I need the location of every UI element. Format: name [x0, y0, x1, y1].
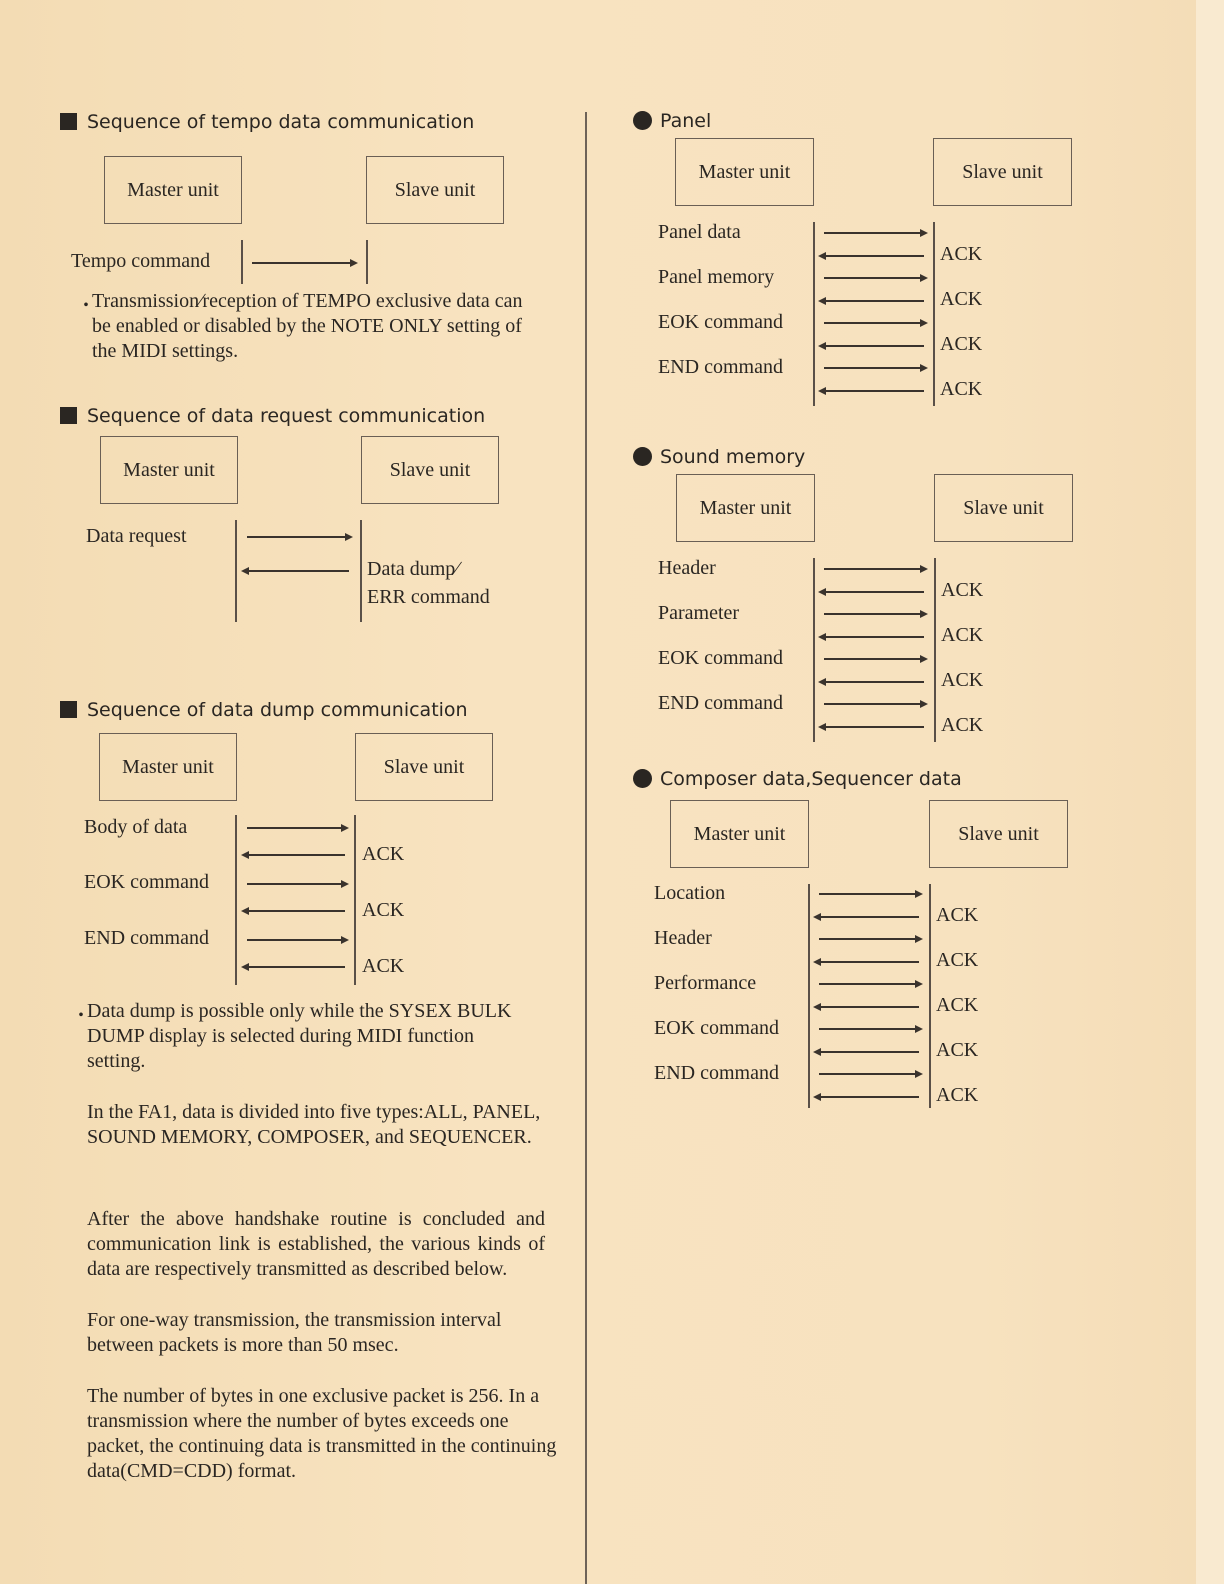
- right-arrow-icon: [824, 367, 926, 369]
- right-arrow-icon: [824, 613, 926, 615]
- end-command-label: END command: [658, 692, 783, 714]
- request-master-box: Master unit: [100, 436, 238, 504]
- ack-label: ACK: [362, 899, 405, 921]
- eok-command-label: EOK command: [654, 1017, 779, 1039]
- end-command-label: END command: [84, 927, 209, 949]
- tempo-slave-box: Slave unit: [366, 156, 504, 224]
- composer-master-line: [808, 884, 810, 1108]
- right-arrow-icon: [824, 568, 926, 570]
- panel-memory-label: Panel memory: [658, 266, 775, 288]
- eok-command-label: EOK command: [658, 311, 783, 333]
- ack-label: ACK: [936, 994, 979, 1016]
- ack-label: ACK: [941, 669, 984, 691]
- data-request-label: Data request: [86, 525, 187, 547]
- request-master-line: [235, 520, 237, 622]
- left-arrow-icon: [243, 966, 345, 968]
- left-arrow-icon: [815, 1006, 919, 1008]
- left-arrow-icon: [243, 910, 345, 912]
- left-arrow-icon: [815, 961, 919, 963]
- left-arrow-icon: [815, 1096, 919, 1098]
- end-command-label: END command: [654, 1062, 779, 1084]
- eok-command-label: EOK command: [658, 647, 783, 669]
- header-label: Header: [658, 557, 716, 579]
- left-arrow-icon: [820, 636, 924, 638]
- ack-label: ACK: [940, 378, 983, 400]
- ack-label: ACK: [941, 579, 984, 601]
- left-arrow-icon: [815, 916, 919, 918]
- request-slave-line: [360, 520, 362, 622]
- left-arrow-icon: [243, 570, 349, 572]
- left-arrow-icon: [820, 255, 924, 257]
- sound-slave-line: [934, 558, 936, 742]
- composer-slave-box: Slave unit: [929, 800, 1068, 868]
- tempo-master-box: Master unit: [104, 156, 242, 224]
- dump-master-box: Master unit: [99, 733, 237, 801]
- request-slave-box: Slave unit: [361, 436, 499, 504]
- interval-paragraph: For one-way transmission, the transmission interval between packets is more than 50 msec.: [87, 1309, 502, 1356]
- panel-heading: Panel: [633, 110, 711, 132]
- tempo-master-line: [241, 240, 243, 284]
- composer-slave-line: [929, 884, 931, 1108]
- tempo-note: Transmission∕reception of TEMPO exclusive data can be enabled or disabled by the NOTE ONLY setting of the MIDI settings.: [92, 290, 523, 362]
- right-arrow-icon: [819, 1028, 921, 1030]
- types-paragraph: In the FA1, data is divided into five types:ALL, PANEL, SOUND MEMORY, COMPOSER, and SEQUENCER.: [87, 1101, 541, 1148]
- ack-label: ACK: [936, 1084, 979, 1106]
- tempo-command-label: Tempo command: [71, 250, 211, 272]
- request-heading: Sequence of data request communication: [60, 405, 485, 427]
- sound-slave-box: Slave unit: [934, 474, 1073, 542]
- right-arrow-icon: [824, 322, 926, 324]
- right-arrow-icon: [819, 983, 921, 985]
- circle-bullet-icon: [633, 447, 652, 466]
- ack-label: ACK: [936, 1039, 979, 1061]
- left-arrow-icon: [815, 1051, 919, 1053]
- err-command-label: ERR command: [367, 586, 490, 608]
- tempo-slave-line: [366, 240, 368, 284]
- dump-heading: Sequence of data dump communication: [60, 699, 468, 721]
- left-arrow-icon: [820, 681, 924, 683]
- handshake-paragraph: After the above handshake routine is concluded and communication link is established, the various kinds of data are respectively transmitted as described below.: [87, 1208, 545, 1280]
- panel-slave-box: Slave unit: [933, 138, 1072, 206]
- left-arrow-icon: [820, 726, 924, 728]
- left-arrow-icon: [820, 300, 924, 302]
- sound-master-line: [813, 558, 815, 742]
- right-arrow-icon: [824, 703, 926, 705]
- ack-label: ACK: [941, 714, 984, 736]
- eok-command-label: EOK command: [84, 871, 209, 893]
- right-arrow-icon: [819, 893, 921, 895]
- location-label: Location: [654, 882, 726, 904]
- left-arrow-icon: [243, 854, 345, 856]
- right-arrow-icon: [824, 232, 926, 234]
- body-of-data-label: Body of data: [84, 816, 188, 838]
- ack-label: ACK: [362, 843, 405, 865]
- packet-paragraph: The number of bytes in one exclusive packet is 256. In a transmission where the number of bytes exceeds one packet, the continuing data is transmitted in the continuing data(CMD=CDD) format.: [87, 1385, 557, 1482]
- circle-bullet-icon: [633, 769, 652, 788]
- ack-label: ACK: [940, 288, 983, 310]
- panel-master-box: Master unit: [675, 138, 814, 206]
- ack-label: ACK: [936, 904, 979, 926]
- square-bullet-icon: [60, 407, 77, 424]
- panel-master-line: [813, 222, 815, 406]
- right-arrow-icon: [819, 938, 921, 940]
- ack-label: ACK: [940, 333, 983, 355]
- sound-master-box: Master unit: [676, 474, 815, 542]
- ack-label: ACK: [362, 955, 405, 977]
- dump-slave-line: [354, 815, 356, 985]
- left-arrow-icon: [820, 345, 924, 347]
- ack-label: ACK: [940, 243, 983, 265]
- header-label: Header: [654, 927, 712, 949]
- right-arrow-icon: [247, 939, 347, 941]
- column-divider: [585, 112, 587, 1584]
- right-arrow-icon: [247, 827, 347, 829]
- ack-label: ACK: [936, 949, 979, 971]
- right-arrow-icon: [824, 658, 926, 660]
- data-dump-label: Data dump∕: [367, 558, 459, 580]
- dump-note: Data dump is possible only while the SYSEX BULK DUMP display is selected during MIDI function setting.: [87, 1000, 512, 1072]
- right-arrow-icon: [819, 1073, 921, 1075]
- bullet: ・: [76, 295, 96, 317]
- parameter-label: Parameter: [658, 602, 740, 624]
- square-bullet-icon: [60, 113, 77, 130]
- ack-label: ACK: [941, 624, 984, 646]
- left-arrow-icon: [820, 390, 924, 392]
- composer-master-box: Master unit: [670, 800, 809, 868]
- dump-slave-box: Slave unit: [355, 733, 493, 801]
- right-arrow-icon: [247, 883, 347, 885]
- right-arrow-icon: [247, 536, 351, 538]
- right-arrow-icon: [252, 262, 356, 264]
- left-arrow-icon: [820, 591, 924, 593]
- sound-heading: Sound memory: [633, 446, 805, 468]
- dump-master-line: [235, 815, 237, 985]
- bullet: ・: [71, 1005, 91, 1027]
- performance-label: Performance: [654, 972, 757, 994]
- tempo-heading: Sequence of tempo data communication: [60, 111, 474, 133]
- panel-slave-line: [933, 222, 935, 406]
- panel-data-label: Panel data: [658, 221, 741, 243]
- square-bullet-icon: [60, 701, 77, 718]
- circle-bullet-icon: [633, 111, 652, 130]
- page-edge: [1196, 0, 1224, 1584]
- end-command-label: END command: [658, 356, 783, 378]
- composer-heading: Composer data,Sequencer data: [633, 768, 962, 790]
- right-arrow-icon: [824, 277, 926, 279]
